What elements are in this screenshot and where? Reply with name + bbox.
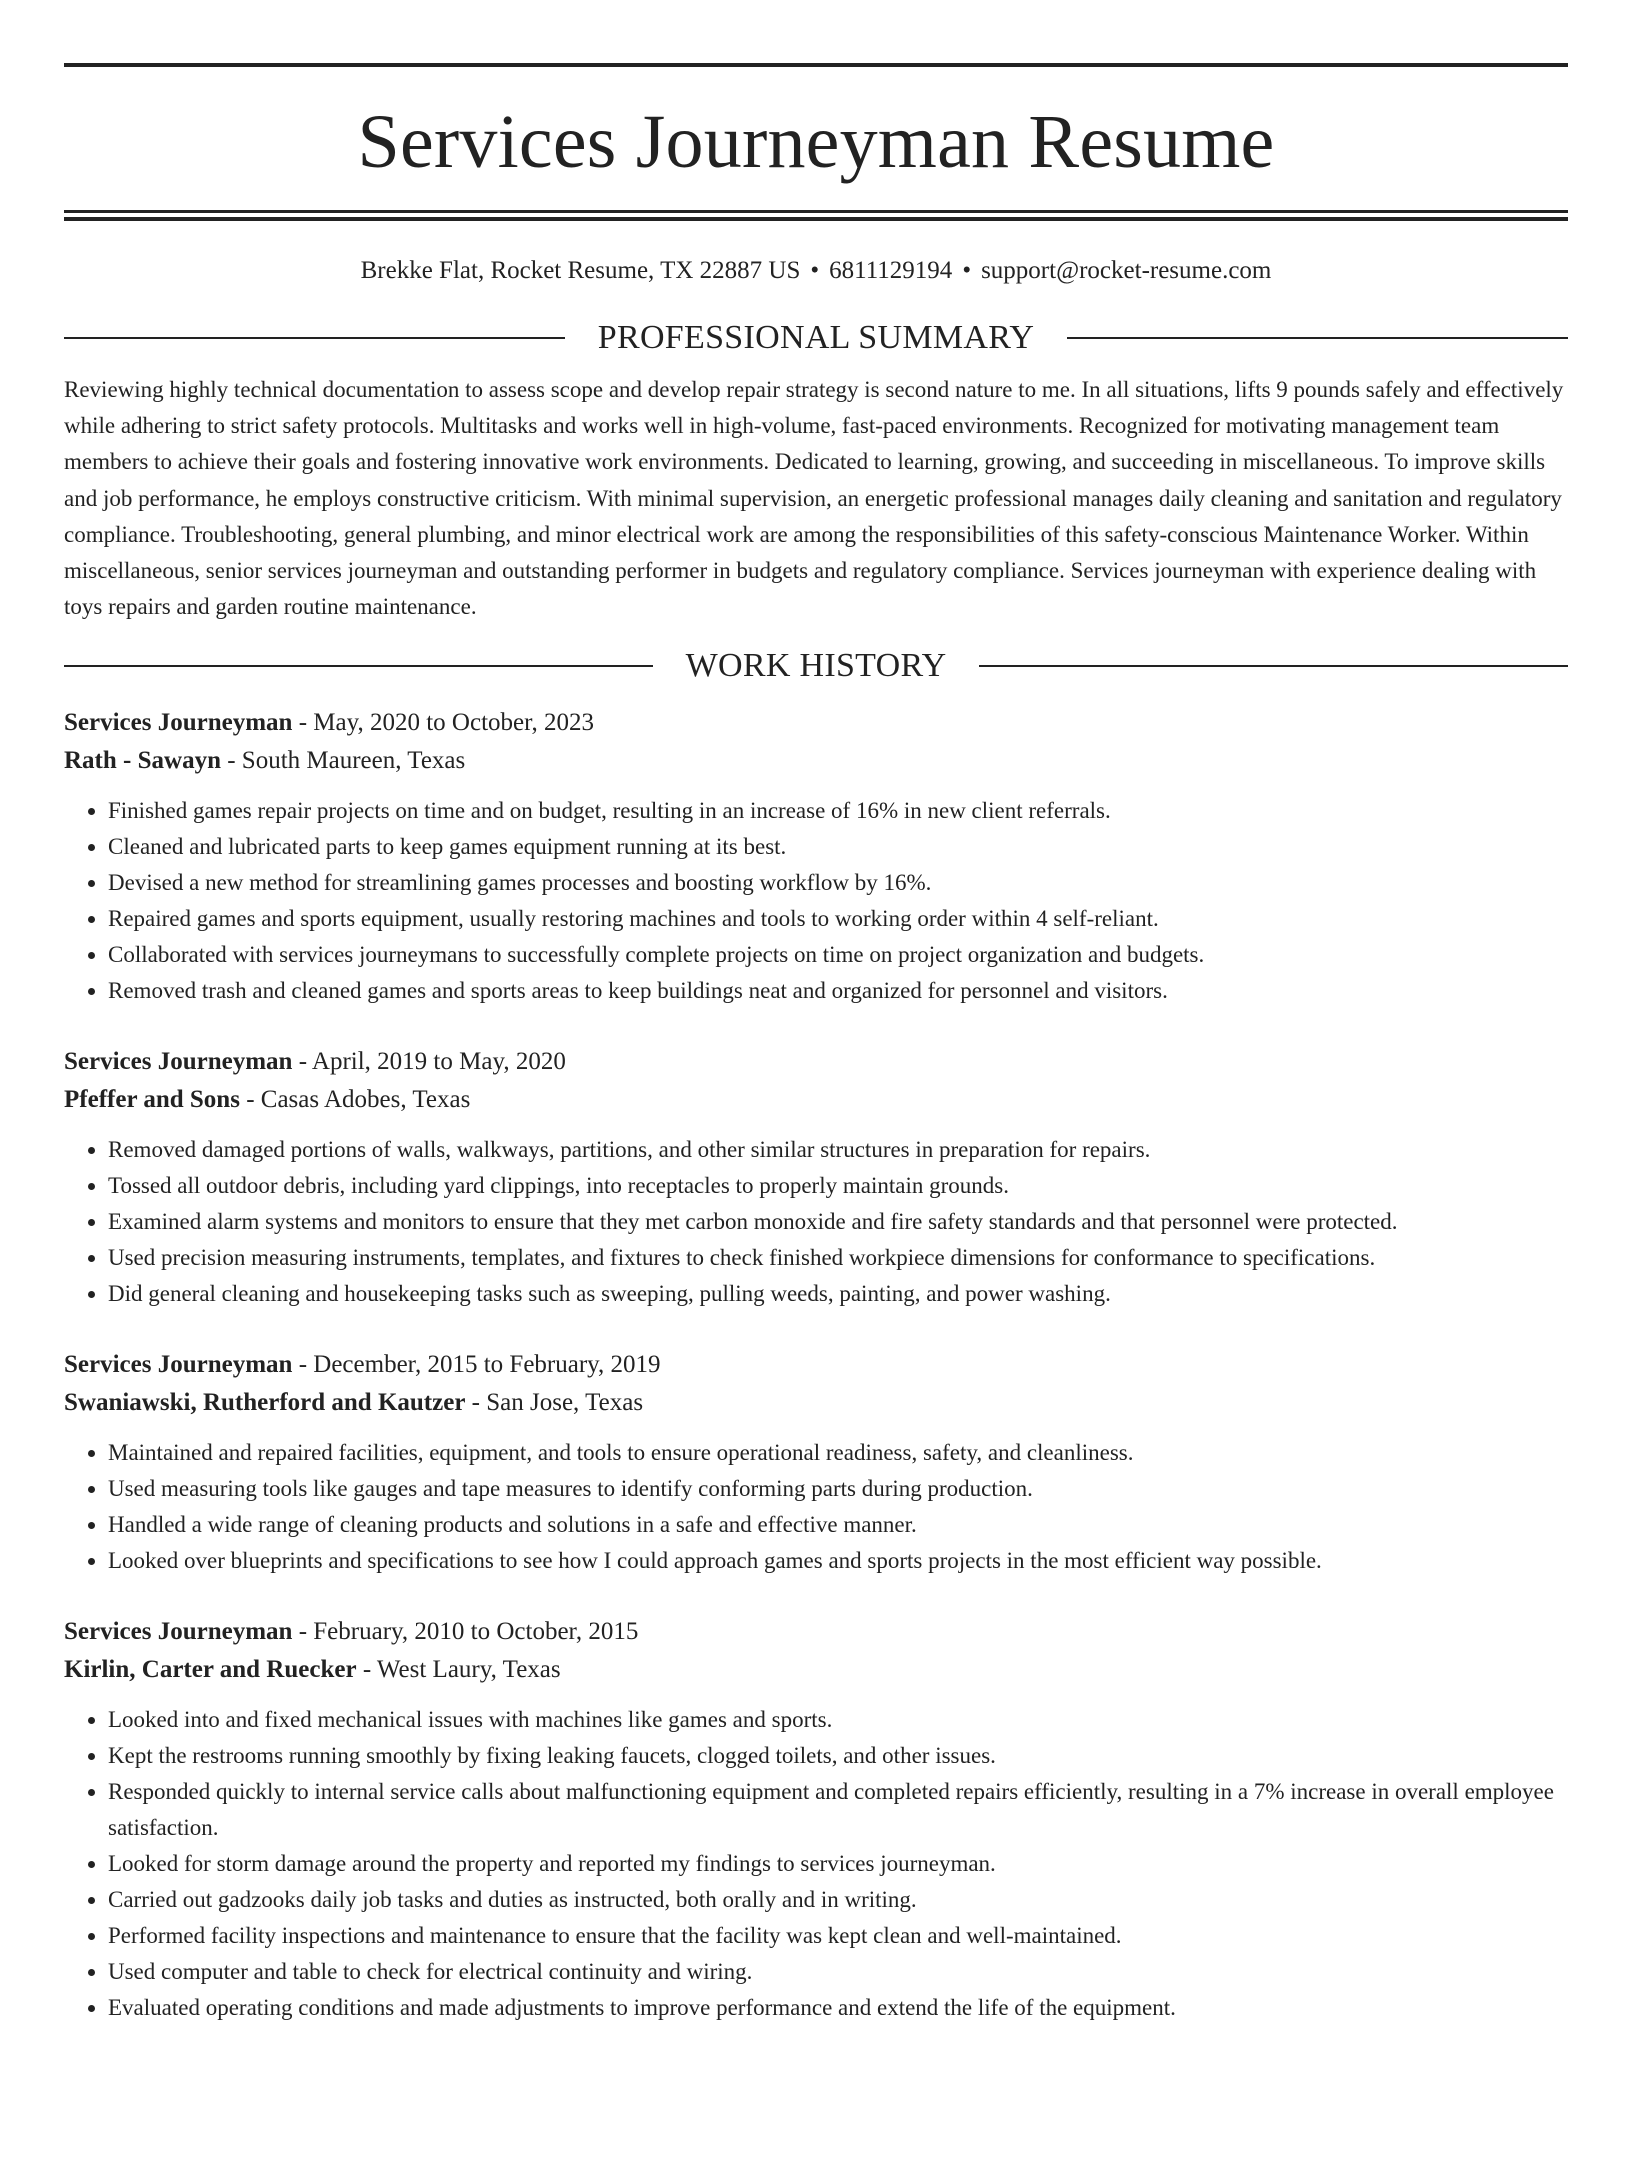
heading-rule-right [979, 665, 1568, 667]
job-entry [64, 1043, 1568, 1312]
job-entry [64, 1613, 1568, 2026]
contact-separator: • [962, 257, 972, 284]
list-item: • Tossed all outdoor debris, including yard clippings, into receptacles to properly maintain grounds. [108, 1168, 1568, 1204]
list-item: • Carried out gadzooks daily job tasks and duties as instructed, both orally and in writing. [108, 1882, 1568, 1918]
job-location: - South Maureen, Texas [220, 747, 466, 775]
list-item: • Looked over blueprints and specifications to see how I could approach games and sports projects in the most efficient way possible. [108, 1543, 1568, 1579]
job-company: Kirlin, Carter and Ruecker [64, 1656, 357, 1684]
heading-rule-left [64, 665, 653, 667]
list-item: • Looked into and fixed mechanical issues with machines like games and sports. [108, 1702, 1568, 1738]
job-title-line [64, 1613, 1568, 1651]
list-item: • Looked for storm damage around the property and reported my findings to services journeyman. [108, 1846, 1568, 1882]
job-dates: - May, 2020 to October, 2023 [292, 709, 594, 737]
section-title: WORK HISTORY [685, 647, 947, 685]
list-item: • Removed trash and cleaned games and sports areas to keep buildings neat and organized for personnel and visitors. [108, 973, 1568, 1009]
list-item: • Handled a wide range of cleaning products and solutions in a safe and effective manner. [108, 1507, 1568, 1543]
heading-rule-left [64, 337, 565, 339]
job-entry [64, 1346, 1568, 1579]
job-location: - West Laury, Texas [356, 1656, 561, 1684]
job-title: Services Journeyman [64, 1618, 293, 1646]
list-item: • Responded quickly to internal service calls about malfunctioning equipment and completed repairs efficiently, resulting in a 7% increase in overall employee satisfaction. [108, 1774, 1568, 1846]
job-title: Services Journeyman [64, 1048, 293, 1076]
section-title: PROFESSIONAL SUMMARY [597, 319, 1035, 356]
job-company-line [64, 1081, 1568, 1119]
job-bullets [64, 793, 1568, 1009]
job-entry [64, 704, 1568, 1009]
list-item: • Finished games repair projects on time and on budget, resulting in an increase of 16% in new client referrals. [108, 793, 1568, 829]
job-bullets [64, 1435, 1568, 1579]
list-item: • Examined alarm systems and monitors to ensure that they met carbon monoxide and fire safety standards and that personnel were protected. [108, 1204, 1568, 1240]
list-item: • Cleaned and lubricated parts to keep games equipment running at its best. [108, 829, 1568, 865]
professional-summary-text: Reviewing highly technical documentation to assess scope and develop repair strategy is second nature to me. In all situations, lifts 9 pounds safely and effectively while adhering to strict safety protocols. Multitasks and works well in high-volume, fast-paced environments. Recognized for motivating management team members to achieve their goals and fostering innovative work environments. Dedicated to learning, growing, and succeeding in miscellaneous. To improve skills and job performance, he employs constructive criticism. With minimal supervision, an energetic professional manages daily cleaning and sanitation and regulatory compliance. Troubleshooting, general plumbing, and minor electrical work are among the responsibilities of this safety-conscious Maintenance Worker. Within miscellaneous, senior services journeyman and outstanding performer in budgets and regulatory compliance. Services journeyman with experience dealing with toys repairs and garden routine maintenance. [64, 377, 1564, 620]
list-item: • Maintained and repaired facilities, equipment, and tools to ensure operational readiness, safety, and cleanliness. [108, 1435, 1568, 1471]
heading-rule-right [1067, 337, 1568, 339]
contact-email: support@rocket-resume.com [981, 257, 1272, 284]
job-title: Services Journeyman [64, 709, 293, 737]
list-item: • Repaired games and sports equipment, usually restoring machines and tools to working order within 4 self-reliant. [108, 901, 1568, 937]
job-dates: - February, 2010 to October, 2015 [292, 1618, 639, 1646]
job-dates: - April, 2019 to May, 2020 [292, 1048, 566, 1076]
job-location: - San Jose, Texas [465, 1389, 644, 1417]
job-bullets [64, 1132, 1568, 1312]
contact-phone: 6811129194 [829, 257, 953, 284]
list-item: • Devised a new method for streamlining games processes and boosting workflow by 16%. [108, 865, 1568, 901]
contact-line [64, 256, 1568, 286]
contact-separator: • [810, 257, 820, 284]
job-company-line [64, 742, 1568, 780]
job-title-line [64, 1346, 1568, 1384]
list-item: • Kept the restrooms running smoothly by fixing leaking faucets, clogged toilets, and other issues. [108, 1738, 1568, 1774]
job-company-line [64, 1651, 1568, 1689]
page-title: Services Journeyman Resume [357, 100, 1275, 184]
job-company: Pfeffer and Sons [64, 1086, 240, 1114]
list-item: • Evaluated operating conditions and made adjustments to improve performance and extend the life of the equipment. [108, 1990, 1568, 2026]
job-company-line [64, 1384, 1568, 1422]
list-item: • Performed facility inspections and maintenance to ensure that the facility was kept clean and well-maintained. [108, 1918, 1568, 1954]
list-item: • Removed damaged portions of walls, walkways, partitions, and other similar structures in preparation for repairs. [108, 1132, 1568, 1168]
job-company: Rath - Sawayn [64, 747, 221, 775]
job-title: Services Journeyman [64, 1351, 293, 1379]
title-double-rule [64, 210, 1568, 221]
list-item: • Used computer and table to check for electrical continuity and wiring. [108, 1954, 1568, 1990]
resume-page [0, 63, 1632, 2175]
section-heading-work [64, 646, 1568, 686]
top-rule [64, 63, 1568, 67]
section-heading-summary [64, 318, 1568, 358]
list-item: • Used measuring tools like gauges and tape measures to identify conforming parts during production. [108, 1471, 1568, 1507]
list-item: • Used precision measuring instruments, templates, and fixtures to check finished workpiece dimensions for conformance to specifications. [108, 1240, 1568, 1276]
list-item: • Collaborated with services journeymans to successfully complete projects on time on project organization and budgets. [108, 937, 1568, 973]
job-dates: - December, 2015 to February, 2019 [292, 1351, 661, 1379]
job-location: - Casas Adobes, Texas [239, 1086, 471, 1114]
list-item: • Did general cleaning and housekeeping tasks such as sweeping, pulling weeds, painting, and power washing. [108, 1276, 1568, 1312]
contact-address: Brekke Flat, Rocket Resume, TX 22887 US [360, 257, 801, 284]
job-company: Swaniawski, Rutherford and Kautzer [64, 1389, 466, 1417]
job-bullets [64, 1702, 1568, 2026]
job-title-line [64, 1043, 1568, 1081]
job-title-line [64, 704, 1568, 742]
